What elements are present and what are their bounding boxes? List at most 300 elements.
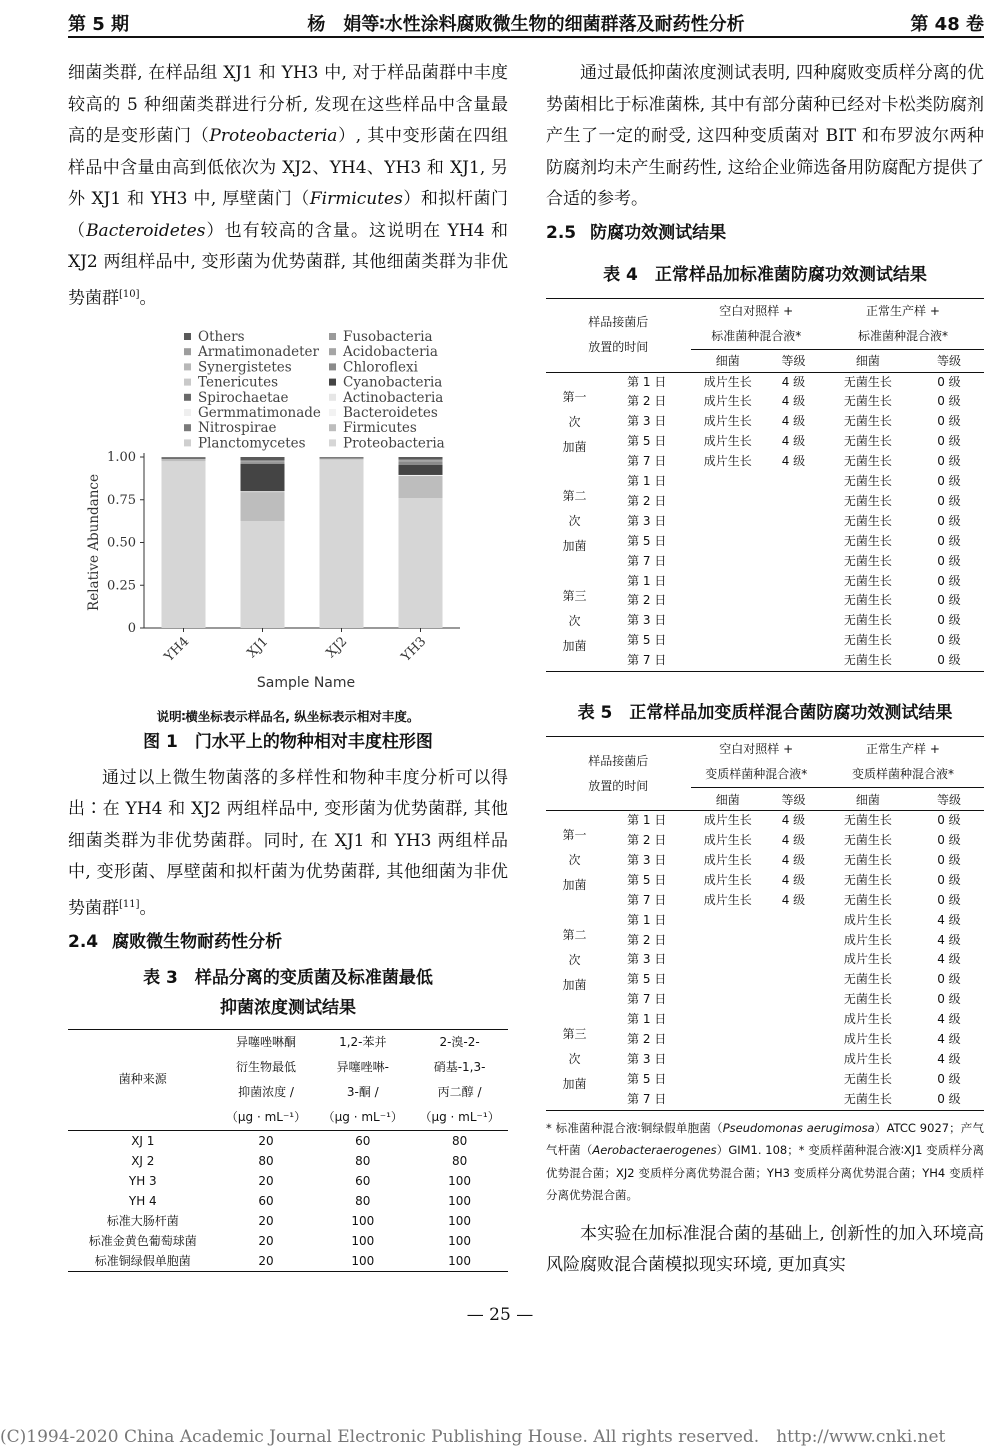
- table-row: [546, 1050, 984, 1070]
- figure-note: 说明∶横坐标表示样品名, 纵坐标表示相对丰度。: [156, 708, 420, 724]
- figure-caption: 图 1 门水平上的物种相对丰度柱形图: [143, 731, 433, 752]
- legend-swatch: [329, 409, 336, 416]
- table-cell: 无菌生长: [843, 972, 892, 987]
- table-header: 细菌: [855, 792, 880, 807]
- table-cell: [691, 532, 765, 552]
- table-cell: [765, 1070, 822, 1090]
- bar-segment-acidobacteria: [241, 460, 285, 462]
- table-row: [546, 970, 984, 990]
- right-column: [546, 58, 984, 1282]
- table-cell: 4 级: [937, 952, 961, 967]
- table-cell: 无菌生长: [843, 813, 892, 828]
- legend-label: Actinobacteria: [343, 389, 444, 406]
- table-cell: 60: [355, 1133, 371, 1148]
- x-axis-label: Sample Name: [256, 674, 356, 691]
- table-cell: [765, 611, 822, 631]
- table-cell: 第 7 日: [627, 892, 667, 907]
- table-cell: 100: [351, 1253, 375, 1268]
- table-cell: 第 2 日: [627, 593, 667, 608]
- table-cell: 60: [258, 1193, 274, 1208]
- table-cell: 第 5 日: [627, 434, 667, 449]
- table-cell: 0 级: [937, 493, 961, 508]
- table-cell: 80: [355, 1153, 371, 1168]
- table-cell: [765, 651, 822, 671]
- legend-swatch: [329, 393, 336, 400]
- table-cell: [691, 1090, 765, 1110]
- table-cell: [691, 1050, 765, 1070]
- table-cell: 4 级: [937, 1051, 961, 1066]
- table-row: [68, 1151, 508, 1171]
- table-cell: 4 级: [781, 872, 806, 887]
- table-header: 异噻唑啉酮 衍生物最低 抑菌浓度 / （μg · mL⁻¹）: [225, 1034, 307, 1124]
- table-cell: [691, 552, 765, 572]
- x-tick-label: XJ2: [323, 633, 351, 661]
- legend-swatch: [184, 348, 191, 355]
- table-cell: 无菌生长: [843, 414, 892, 429]
- table-cell: [691, 631, 765, 651]
- table-cell: 成片生长: [703, 374, 752, 389]
- table-cell: 100: [448, 1233, 472, 1248]
- table-cell: 第 2 日: [627, 493, 667, 508]
- table-cell: 第 7 日: [627, 1091, 667, 1106]
- table-row: [546, 851, 984, 871]
- table-cell: 成片生长: [703, 434, 752, 449]
- table-cell: [765, 631, 822, 651]
- bar-segment-acidobacteria: [399, 459, 443, 461]
- table-cell: 成片生长: [703, 892, 752, 907]
- table-cell: 成片生长: [703, 454, 752, 469]
- table-cell: [691, 950, 765, 970]
- legend-swatch: [184, 439, 191, 446]
- bar-segment-acidobacteria: [320, 457, 364, 458]
- table-row: [546, 651, 984, 671]
- table-cell: 成片生长: [703, 394, 752, 409]
- volume-number: 第 48 卷: [910, 14, 984, 35]
- table-cell: [691, 911, 765, 931]
- table-cell: 标准大肠杆菌: [106, 1214, 179, 1229]
- bar-segment-proteobacteria: [241, 521, 285, 628]
- table-cell: 0 级: [937, 992, 961, 1007]
- table-header: 等级: [936, 792, 961, 807]
- group-label: 第一 次 加菌: [562, 828, 587, 893]
- table-row: [546, 472, 984, 492]
- table-header: 菌种来源: [118, 1072, 167, 1087]
- table-row: [546, 591, 984, 611]
- table-3: [68, 1029, 508, 1272]
- legend-swatch: [329, 378, 336, 385]
- table-cell: 第 5 日: [627, 633, 667, 648]
- table-footnote: * 标准菌种混合液∶铜绿假单胞菌（Pseudomonas aerugimosa）ATCC 9027；产气气杆菌（Aerobacteraerogenes）GIM1. 108；* 变质样菌种混合液∶XJ1 变质样分离优势混合菌；XJ2 变质样分离优势混合菌；YH3 变质样分离优势混合菌；YH4 变质样分离优势混合菌。: [546, 1120, 985, 1203]
- table-cell: 无菌生长: [843, 513, 892, 528]
- table-cell: 无菌生长: [843, 653, 892, 668]
- table-cell: 100: [351, 1213, 375, 1228]
- section-heading-2-4: 2.4 腐败微生物耐药性分析: [68, 931, 283, 952]
- bar-segment-firmicutes: [241, 492, 285, 521]
- legend-label: Planctomycetes: [198, 435, 306, 452]
- table-cell: 第 3 日: [627, 513, 667, 528]
- table-cell: 60: [355, 1173, 371, 1188]
- table-cell: [765, 472, 822, 492]
- table-row: [546, 392, 984, 412]
- legend-label: Spirochaetae: [198, 389, 289, 406]
- table-cell: 0 级: [937, 394, 961, 409]
- table-cell: 100: [448, 1173, 472, 1188]
- table-cell: 第 3 日: [627, 852, 667, 867]
- table-cell: 第 1 日: [627, 813, 667, 828]
- table-row: [546, 1030, 984, 1050]
- table-row: [546, 871, 984, 891]
- table-header: 细菌: [715, 354, 740, 368]
- table-4: [546, 298, 984, 673]
- table-header: 样品接菌后 放置的时间: [546, 298, 691, 372]
- table-cell: [691, 990, 765, 1010]
- issue-number: 第 5 期: [68, 14, 130, 35]
- table-row: [546, 831, 984, 851]
- table-cell: XJ 2: [131, 1153, 155, 1168]
- legend-label: Armatimonadeter: [198, 343, 319, 360]
- table-cell: 第 7 日: [627, 454, 667, 469]
- group-label: 第二 次 加菌: [562, 927, 587, 992]
- x-tick-label: YH4: [161, 633, 193, 665]
- table-cell: 0 级: [937, 434, 961, 449]
- table-cell: YH 4: [128, 1193, 157, 1208]
- table-cell: [765, 1090, 822, 1110]
- table-cell: 无菌生长: [843, 613, 892, 628]
- x-tick-label: YH3: [398, 633, 430, 665]
- legend-label: Acidobacteria: [343, 343, 438, 360]
- table-4-caption: 表 4 正常样品加标准菌防腐功效测试结果: [603, 264, 927, 285]
- table-cell: 0 级: [937, 593, 961, 608]
- table-cell: [691, 970, 765, 990]
- table-cell: 0 级: [937, 454, 961, 469]
- table-cell: [691, 931, 765, 951]
- legend-swatch: [329, 348, 336, 355]
- group-label: 第三 次 加菌: [562, 1027, 587, 1092]
- legend-swatch: [184, 424, 191, 431]
- table-cell: 无菌生长: [843, 553, 892, 568]
- table-cell: 第 2 日: [627, 1032, 667, 1047]
- legend-label: Bacteroidetes: [343, 404, 438, 421]
- table-cell: [691, 651, 765, 671]
- table-cell: [691, 472, 765, 492]
- table-cell: 20: [258, 1173, 274, 1188]
- chart-bars: [162, 457, 443, 628]
- table-cell: 第 3 日: [627, 1051, 667, 1066]
- table-cell: 100: [448, 1253, 472, 1268]
- legend-swatch: [329, 363, 336, 370]
- y-tick-label: 0.50: [107, 535, 136, 551]
- table-cell: 80: [355, 1193, 371, 1208]
- table-cell: 4 级: [781, 813, 806, 828]
- citation: [11]: [119, 898, 140, 910]
- table-cell: 0 级: [937, 414, 961, 429]
- legend-label: Germmatimonade: [198, 404, 321, 421]
- table-row: [546, 412, 984, 432]
- table-cell: 0 级: [937, 852, 961, 867]
- table-cell: 成片生长: [703, 414, 752, 429]
- table-cell: 无菌生长: [843, 573, 892, 588]
- table-cell: 第 1 日: [627, 474, 667, 489]
- table-cell: 无菌生长: [843, 474, 892, 489]
- paragraph-right-1: 通过最低抑菌浓度测试表明, 四种腐败变质样分离的优势菌相比于标准菌株, 其中有部分菌种已经对卡松类防腐剂产生了一定的耐受, 这四种变质菌对 BIT 和布罗波尔两种防腐剂均未产生耐药性, 这给企业筛选备用防腐配方提供了合适的参考。: [546, 63, 984, 209]
- paragraph-left-2: 通过以上微生物菌落的多样性和物种丰度分析可以得出∶在 YH4 和 XJ2 两组样品中, 变形菌为优势菌群, 其他细菌类群为非优势菌群。同时, 在 XJ1 和 YH3 两组样品中, 变形菌、厚壁菌和拟杆菌为优势菌群, 其他细菌为非优势菌群[11]。: [68, 767, 508, 919]
- y-tick-label: 0.75: [107, 492, 136, 508]
- y-tick-label: 1.00: [107, 449, 136, 465]
- section-heading-2-5: 2.5 防腐功效测试结果: [546, 222, 727, 243]
- table-cell: 4 级: [937, 1012, 961, 1027]
- table-cell: 第 5 日: [627, 872, 667, 887]
- table-cell: 80: [451, 1133, 468, 1148]
- y-tick-label: 0: [127, 620, 136, 636]
- bar-segment-firmicutes: [399, 475, 443, 497]
- copyright-line: (C)1994-2020 China Academic Journal Electronic Publishing House. All rights reserved. http://www.cnki.net: [0, 1427, 946, 1447]
- table-cell: 0 级: [937, 573, 961, 588]
- table-cell: 20: [258, 1233, 274, 1248]
- table-cell: 100: [448, 1213, 472, 1228]
- table-cell: 无菌生长: [843, 533, 892, 548]
- table-row: [546, 891, 984, 911]
- bar-segment-firmicutes: [320, 458, 364, 459]
- table-cell: [765, 970, 822, 990]
- table-cell: 0 级: [937, 374, 961, 389]
- table-cell: 20: [258, 1133, 274, 1148]
- legend-label: Chloroflexi: [343, 359, 418, 376]
- legend-swatch: [184, 409, 191, 416]
- bar-segment-chloroflexi: [241, 462, 285, 464]
- table-header: 1,2-苯并 异噻唑啉- 3-酮 / （μg · mL⁻¹）: [322, 1034, 403, 1124]
- y-tick-label: 0.25: [107, 577, 136, 593]
- table-cell: 0 级: [937, 613, 961, 628]
- table-cell: 0 级: [937, 892, 961, 907]
- table-cell: [765, 1050, 822, 1070]
- table-cell: 第 2 日: [627, 394, 667, 409]
- table-cell: XJ 1: [131, 1133, 155, 1148]
- table-row: [546, 950, 984, 970]
- running-title: 杨 娟等∶水性涂料腐败微生物的细菌群落及耐药性分析: [307, 14, 745, 35]
- table-cell: 无菌生长: [843, 992, 892, 1007]
- table-cell: 成片生长: [843, 932, 892, 947]
- bar-segment-proteobacteria: [320, 459, 364, 627]
- table-cell: 80: [258, 1153, 274, 1168]
- table-cell: 无菌生长: [843, 633, 892, 648]
- table-cell: [765, 512, 822, 532]
- y-axis-label: Relative Abundance: [86, 473, 102, 611]
- table-cell: 成片生长: [843, 1012, 892, 1027]
- table-cell: [691, 1010, 765, 1030]
- table-header: 空白对照样 + 变质样菌种混合液*: [691, 737, 822, 788]
- bar-segment-proteobacteria: [399, 498, 443, 628]
- bar-segment-others: [241, 457, 285, 460]
- table-cell: 0 级: [937, 633, 961, 648]
- table-cell: YH 3: [128, 1173, 157, 1188]
- table-cell: 20: [258, 1213, 274, 1228]
- table-row: [546, 1070, 984, 1090]
- legend-swatch: [184, 333, 191, 340]
- bar-segment-others: [162, 457, 206, 458]
- bar-segment-cyanobacteria: [241, 463, 285, 490]
- table-header-row: [546, 737, 984, 788]
- table-row: [546, 552, 984, 572]
- table-cell: [765, 990, 822, 1010]
- table-cell: 无菌生长: [843, 454, 892, 469]
- table-cell: 0 级: [937, 533, 961, 548]
- table-3-caption: 表 3 样品分离的变质菌及标准菌最低 抑菌浓度测试结果: [143, 967, 433, 1018]
- table-5-caption: 表 5 正常样品加变质样混合菌防腐功效测试结果: [577, 703, 953, 724]
- table-header: 样品接菌后 放置的时间: [546, 737, 691, 811]
- bar-segment-firmicutes: [162, 459, 206, 461]
- table-row: [546, 1090, 984, 1110]
- table-cell: 无菌生长: [843, 852, 892, 867]
- table-cell: 无菌生长: [843, 872, 892, 887]
- bar-segment-bacteroidetes: [399, 475, 443, 476]
- table-row: [546, 532, 984, 552]
- table-cell: 第 3 日: [627, 414, 667, 429]
- table-row: [546, 990, 984, 1010]
- table-row: [546, 811, 984, 831]
- table-cell: 第 2 日: [627, 833, 667, 847]
- table-row: [546, 452, 984, 472]
- table-row: [546, 512, 984, 532]
- table-row: [68, 1191, 508, 1211]
- table-cell: 4 级: [781, 454, 806, 469]
- table-row: [546, 372, 984, 392]
- table-cell: 第 7 日: [627, 653, 667, 668]
- table-header: 细菌: [855, 354, 880, 368]
- table-cell: 成片生长: [703, 852, 752, 867]
- table-cell: 成片生长: [703, 872, 752, 887]
- table-row: [546, 492, 984, 512]
- table-cell: 无菌生长: [843, 892, 892, 907]
- legend-swatch: [184, 393, 191, 400]
- legend-swatch: [329, 333, 336, 340]
- table-cell: 成片生长: [703, 833, 752, 847]
- citation: [10]: [119, 288, 140, 300]
- table-cell: 4 级: [781, 892, 806, 907]
- table-cell: 成片生长: [843, 912, 892, 927]
- table-cell: 无菌生长: [843, 434, 892, 449]
- table-cell: [765, 931, 822, 951]
- legend-swatch: [329, 424, 336, 431]
- table-row: [68, 1231, 508, 1251]
- table-cell: 无菌生长: [843, 1071, 892, 1086]
- bar-segment-bacteroidetes: [241, 491, 285, 492]
- legend-label: Fusobacteria: [343, 328, 433, 345]
- table-cell: 成片生长: [843, 952, 892, 967]
- table-cell: 0 级: [937, 1091, 961, 1106]
- table-cell: 4 级: [781, 852, 806, 867]
- table-cell: [765, 911, 822, 931]
- table-cell: 第 3 日: [627, 952, 667, 967]
- table-cell: 100: [351, 1233, 375, 1248]
- table-cell: 标准金黄色葡萄球菌: [88, 1234, 197, 1249]
- table-cell: 第 7 日: [627, 553, 667, 568]
- table-header: 正常生产样 + 变质样菌种混合液*: [822, 737, 984, 788]
- legend-label: Nitrospirae: [198, 419, 277, 436]
- bar-segment-cyanobacteria: [399, 464, 443, 474]
- table-cell: 标准铜绿假单胞菌: [94, 1254, 191, 1269]
- table-row: [546, 911, 984, 931]
- table-cell: 成片生长: [843, 1032, 892, 1047]
- table-cell: 0 级: [937, 833, 961, 847]
- page-number: — 25 —: [466, 1305, 534, 1325]
- table-row: [546, 432, 984, 452]
- table-cell: 成片生长: [703, 813, 752, 828]
- table-cell: 4 级: [937, 1032, 961, 1047]
- table-header: 2-溴-2- 硝基-1,3- 丙二醇 / （μg · mL⁻¹）: [419, 1034, 500, 1124]
- table-cell: [691, 1070, 765, 1090]
- table-header: 等级: [936, 354, 961, 368]
- table-row: [546, 1010, 984, 1030]
- table-cell: 4 级: [937, 932, 961, 947]
- table-cell: 成片生长: [843, 1051, 892, 1066]
- table-row: [546, 631, 984, 651]
- paragraph-right-2: 本实验在加标准混合菌的基础上, 创新性的加入环境高风险腐败混合菌模拟现实环境, 更加真实: [546, 1223, 984, 1276]
- table-cell: 4 级: [781, 434, 806, 449]
- table-cell: 第 1 日: [627, 1012, 667, 1027]
- legend-swatch: [184, 378, 191, 385]
- bar-segment-acidobacteria: [162, 457, 206, 458]
- table-cell: 第 5 日: [627, 533, 667, 548]
- table-cell: 0 级: [937, 972, 961, 987]
- table-cell: [691, 611, 765, 631]
- legend-swatch: [184, 363, 191, 370]
- legend-label: Others: [198, 328, 245, 345]
- table-cell: 0 级: [937, 872, 961, 887]
- table-cell: 无菌生长: [843, 493, 892, 508]
- chart-legend: [184, 329, 445, 451]
- table-cell: 第 7 日: [627, 992, 667, 1007]
- left-column: [68, 58, 508, 1272]
- table-cell: 20: [258, 1253, 274, 1268]
- table-cell: 无菌生长: [843, 833, 892, 847]
- table-cell: [765, 552, 822, 572]
- table-cell: 第 2 日: [627, 932, 667, 947]
- table-cell: [691, 591, 765, 611]
- table-cell: [765, 950, 822, 970]
- table-row: [68, 1211, 508, 1231]
- table-cell: 4 级: [781, 833, 806, 847]
- table-cell: 无菌生长: [843, 1091, 892, 1106]
- table-header-row: [546, 298, 984, 349]
- group-label: 第三 次 加菌: [562, 588, 587, 653]
- table-cell: 第 3 日: [627, 613, 667, 628]
- table-cell: 第 1 日: [627, 912, 667, 927]
- table-cell: [765, 492, 822, 512]
- bar-segment-others: [320, 457, 364, 458]
- table-cell: 4 级: [937, 912, 961, 927]
- table-5: [546, 736, 984, 1111]
- legend-swatch: [329, 439, 336, 446]
- table-cell: 无菌生长: [843, 394, 892, 409]
- legend-label: Tenericutes: [198, 374, 278, 391]
- table-header: 正常生产样 + 标准菌种混合液*: [822, 298, 984, 349]
- table-cell: 0 级: [937, 813, 961, 828]
- table-cell: [691, 512, 765, 532]
- legend-label: Proteobacteria: [343, 435, 445, 452]
- legend-label: Cyanobacteria: [343, 374, 443, 391]
- table-cell: 0 级: [937, 653, 961, 668]
- paragraph-left-1: 细菌类群, 在样品组 XJ1 和 YH3 中, 对于样品菌群中丰度较高的 5 种细菌类群进行分析, 发现在这些样品中含量最高的是变形菌门（Proteobacteria）, 其中变形菌在四组样品中含量由高到低依次为 XJ2、YH4、YH3 和 XJ1, 另外 XJ1 和 YH3 中, 厚壁菌门（Firmicutes）和拟杆菌门（Bacteroidetes）也有较高的含量。这说明在 YH4 和 XJ2 两组样品中, 变形菌为优势菌群, 其他细菌类群为非优势菌群[10]。: [68, 63, 509, 309]
- table-row: [546, 931, 984, 951]
- table-cell: 100: [448, 1193, 472, 1208]
- bar-segment-proteobacteria: [162, 461, 206, 628]
- table-cell: 无菌生长: [843, 593, 892, 608]
- table-header: 等级: [781, 792, 806, 807]
- group-label: 第二 次 加菌: [562, 489, 587, 554]
- table-cell: 4 级: [781, 394, 806, 409]
- table-cell: [765, 572, 822, 592]
- table-cell: 4 级: [781, 414, 806, 429]
